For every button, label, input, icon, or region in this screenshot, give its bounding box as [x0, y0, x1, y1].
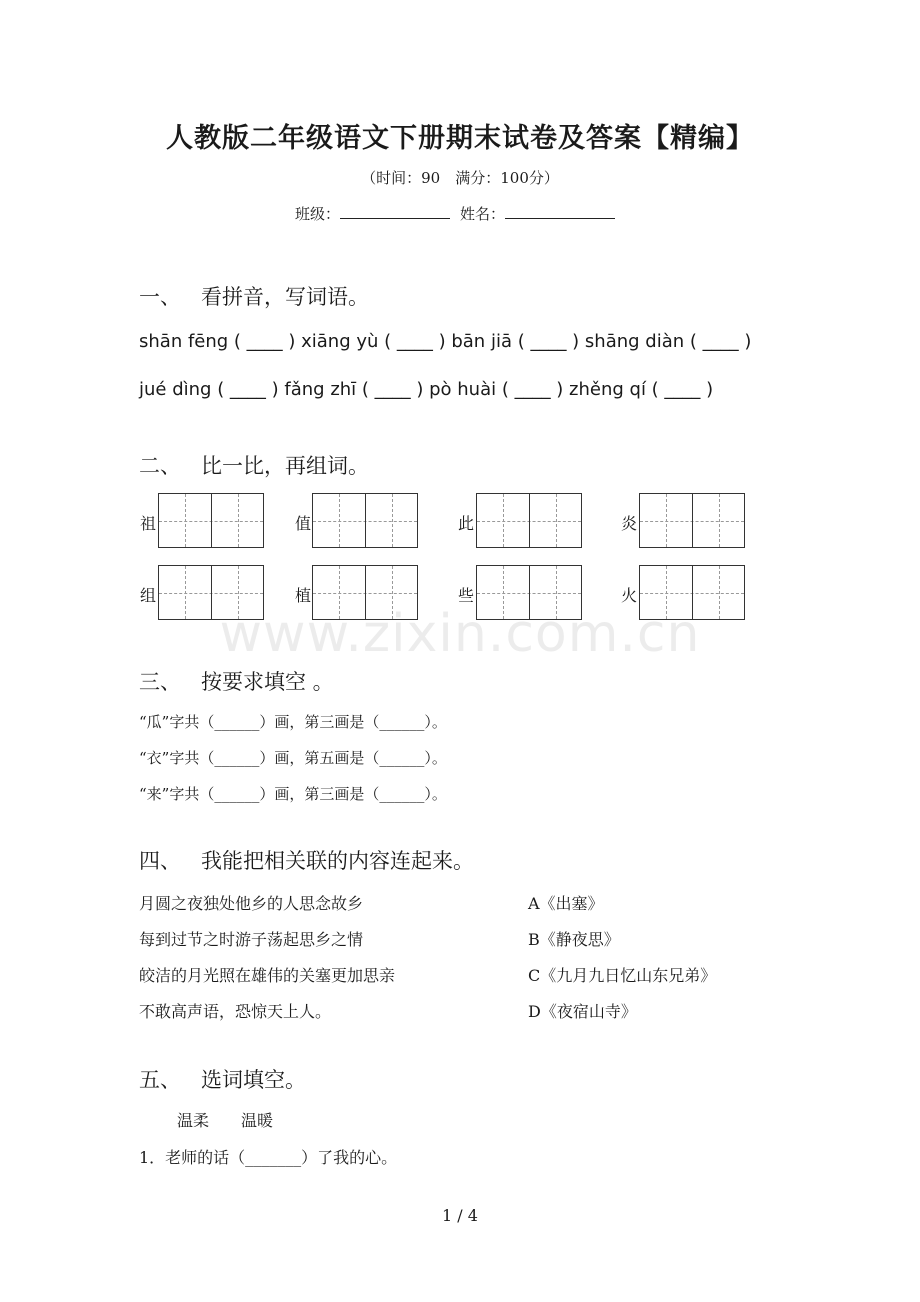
- writing-grid[interactable]: [639, 565, 745, 620]
- writing-grid[interactable]: [312, 565, 418, 620]
- match-left-item: 皎洁的月光照在雄伟的关塞更加思亲: [139, 966, 396, 985]
- compare-char: 此: [458, 514, 475, 533]
- compare-char: 些: [458, 586, 475, 605]
- section-3-heading: 三、 按要求填空 。: [139, 670, 334, 694]
- section-4-heading: 四、 我能把相关联的内容连起来。: [139, 849, 474, 873]
- match-right-item: A《出塞》: [528, 894, 604, 913]
- section-2-heading: 二、 比一比，再组词。: [139, 454, 369, 478]
- writing-grid[interactable]: [476, 565, 582, 620]
- pinyin-line-2: jué dìng ( ____ ) fǎng zhī ( ____ ) pò huài ( ____ ) zhěng qí ( ____ ): [139, 379, 714, 400]
- student-info: [0, 203, 920, 224]
- writing-grid[interactable]: [639, 493, 745, 548]
- match-left-item: 每到过节之时游子荡起思乡之情: [139, 930, 364, 949]
- section-5-heading: 五、 选词填空。: [139, 1068, 306, 1092]
- compare-char: 组: [140, 586, 157, 605]
- class-label: 班级：: [294, 205, 340, 223]
- compare-char: 炎: [621, 514, 638, 533]
- match-right-item: B《静夜思》: [528, 930, 620, 949]
- class-blank[interactable]: [340, 204, 450, 219]
- writing-grid[interactable]: [476, 493, 582, 548]
- page-title: 人教版二年级语文下册期末试卷及答案【精编】: [166, 123, 754, 154]
- word-choices: 温柔 温暖: [177, 1111, 274, 1130]
- stroke-question: “衣”字共（______）画，第五画是（______）。: [139, 749, 447, 767]
- section-1-heading: 一、 看拼音，写词语。: [139, 285, 369, 309]
- stroke-question: “来”字共（______）画，第三画是（______）。: [139, 785, 447, 803]
- stroke-question: “瓜”字共（______）画，第三画是（______）。: [139, 713, 447, 731]
- writing-grid[interactable]: [158, 565, 264, 620]
- match-right-item: D《夜宿山寺》: [528, 1002, 637, 1021]
- compare-char: 值: [295, 514, 312, 533]
- page-number: 1 / 4: [442, 1206, 478, 1225]
- exam-time-score: （时间：90 满分：100分）: [361, 169, 559, 187]
- compare-char: 火: [621, 586, 638, 605]
- match-left-item: 月圆之夜独处他乡的人思念故乡: [139, 894, 364, 913]
- compare-char: 祖: [140, 514, 157, 533]
- name-blank[interactable]: [505, 204, 615, 219]
- watermark: www.zixin.com.cn: [219, 604, 701, 664]
- pinyin-line-1: shān fēng ( ____ ) xiāng yù ( ____ ) bān jiā ( ____ ) shāng diàn ( ____ ): [139, 331, 752, 352]
- writing-grid[interactable]: [158, 493, 264, 548]
- writing-grid[interactable]: [312, 493, 418, 548]
- compare-char: 植: [295, 586, 312, 605]
- fill-question: 1．老师的话（_______）了我的心。: [139, 1148, 398, 1167]
- match-right-item: C《九月九日忆山东兄弟》: [528, 966, 717, 985]
- name-label: 姓名：: [460, 205, 506, 223]
- match-left-item: 不敢高声语，恐惊天上人。: [139, 1002, 332, 1021]
